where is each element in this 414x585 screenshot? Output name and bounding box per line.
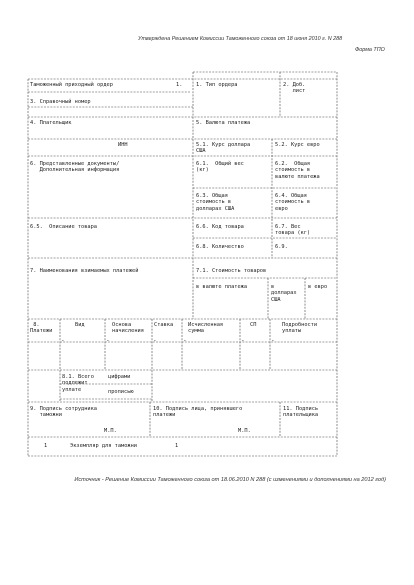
in-eur: в евро xyxy=(308,284,328,290)
field-5-2-eur-rate: 5.2. Курс евро xyxy=(275,142,320,148)
field-1-order-type: 1. Тип ордера xyxy=(196,82,238,88)
svg-text:-: - xyxy=(61,337,65,344)
stamp-mark-1: М.П. xyxy=(104,428,117,434)
field-6-4-cost-eur: 6.4. Общая стоимость в евро xyxy=(275,193,311,212)
field-11-payer-signature: 11. Подпись плательщика xyxy=(283,406,319,419)
in-digits: цифрами xyxy=(108,374,131,380)
field-6-3-cost-usd: 6.3. Общая стоимость в долларах США xyxy=(196,193,235,212)
copy-number-2: 1 xyxy=(175,443,179,449)
copy-number: 1 xyxy=(44,443,48,449)
svg-text:-: - xyxy=(106,337,110,344)
field-3-reference: 3. Справочный номер xyxy=(30,99,91,105)
field-6-5-description: 6.5. Описание товара xyxy=(30,224,97,230)
field-1-num: 1. xyxy=(176,82,183,88)
col-type: Вид xyxy=(75,322,85,328)
col-details: Подробности уплаты xyxy=(282,322,318,335)
form-code: Форма ТПО xyxy=(355,47,385,53)
svg-text:-: - xyxy=(153,337,157,344)
field-7-payments: 7. Наименования взимаемых платежей xyxy=(30,268,139,274)
stamp-mark-2: М.П. xyxy=(238,428,251,434)
inn-label: ИНН xyxy=(118,142,128,148)
order-title: Таможенный приходный ордер xyxy=(30,82,113,88)
in-payment-currency: в валюте платежа xyxy=(196,284,248,290)
col-sp: СП xyxy=(250,322,257,328)
field-6-documents: 6. Представленные документы/ Дополнительная информация xyxy=(30,161,120,174)
field-6-9: 6.9. xyxy=(275,244,288,250)
field-6-7-weight: 6.7. Вес товара (кг) xyxy=(275,224,311,237)
field-10-receiver-signature: 10. Подпись лица, принявшего платежи xyxy=(153,406,243,419)
source-note: Источник - Решение Комиссии Таможенного союза от 18.06.2010 N 288 (с изменениями и дополнениями на 2012 год) xyxy=(74,477,386,483)
field-7-1-goods-cost: 7.1. Стоимость товаров xyxy=(196,268,267,274)
field-6-6-code: 6.6. Код товара xyxy=(196,224,244,230)
field-2-add-sheet: 2. Доб. лист xyxy=(283,82,306,95)
approval-note: Утверждена Решением Комиссии Таможенного союза от 18 июня 2010 г. N 288 xyxy=(138,36,343,42)
col-basis: Основа начисления xyxy=(112,322,144,335)
field-9-customs-signature: 9. Подпись сотрудника таможни xyxy=(30,406,97,419)
copy-label: Экземпляр для таможни xyxy=(70,443,137,449)
svg-text:-: - xyxy=(241,337,245,344)
field-4-payer: 4. Плательщик xyxy=(30,120,72,126)
field-6-8-quantity: 6.8. Количество xyxy=(196,244,244,250)
col-amount: Исчисленная сумма xyxy=(188,322,224,335)
field-6-1-weight: 6.1. Общий вес (кг) xyxy=(196,161,244,174)
col-rate: Ставка xyxy=(154,322,174,328)
in-words: прописью xyxy=(108,389,134,395)
svg-text:-: - xyxy=(271,337,275,344)
col-payments: 8. Платежи xyxy=(30,322,53,335)
field-8-1-total: 8.1. Всего подлежит уплате xyxy=(62,374,94,393)
field-6-2-cost-currency: 6.2. Общая стоимость в валюте платежа xyxy=(275,161,320,180)
in-usd: в долларах США xyxy=(271,284,297,303)
svg-text:-: - xyxy=(183,337,187,344)
field-5-1-usd-rate: 5.1. Курс доллара США xyxy=(196,142,251,155)
field-5-currency: 5. Валюта платежа xyxy=(196,120,251,126)
